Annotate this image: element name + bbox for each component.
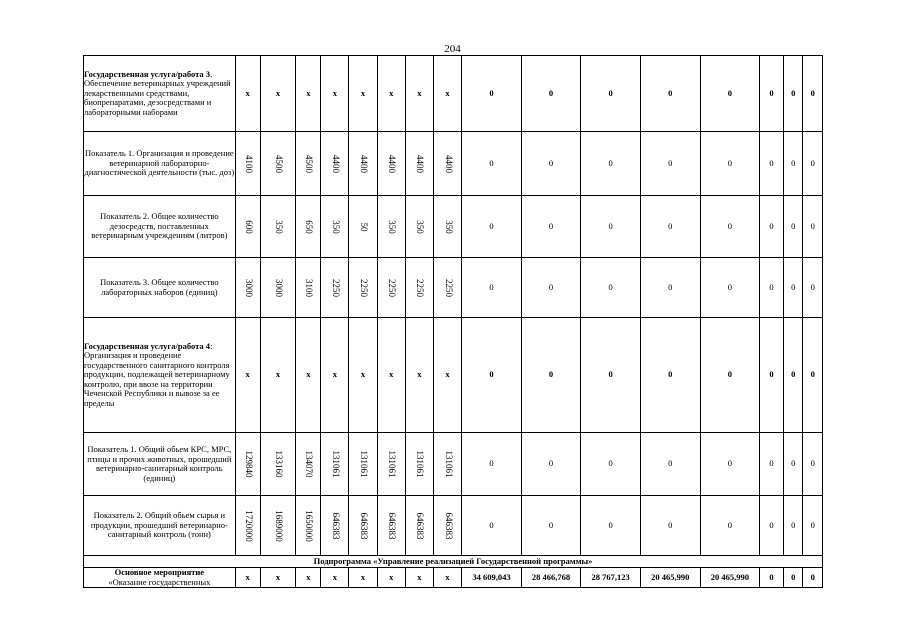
finance-value-cell: 0 [640, 258, 700, 318]
indicator-value-cell [405, 433, 433, 496]
indicator-value-cell [321, 433, 349, 496]
service-row [84, 318, 823, 433]
row-title-rest: «Оказание государственных [108, 576, 211, 587]
indicator-value-cell [349, 496, 377, 556]
indicator-value-cell [321, 196, 349, 258]
indicator-value-cell: x [349, 318, 377, 433]
indicator-value-cell [405, 132, 433, 196]
finance-value-cell: 0 [803, 258, 823, 318]
finance-value-cell: 0 [581, 56, 641, 132]
indicator-value-cell [405, 196, 433, 258]
finance-value-cell: 0 [760, 433, 784, 496]
indicator-row [84, 496, 823, 556]
indicator-value-cell [377, 196, 405, 258]
indicator-value-cell [296, 132, 321, 196]
indicator-value: 4100 [243, 154, 254, 173]
indicator-value: 350 [415, 219, 426, 234]
row-title-rest: : Организация и проведение государственного санитарного контроля продукции, подлежащей ветеринарному контролю, при ввозе на территории Чеченской Республики и вывозе за ее пределы [84, 340, 230, 408]
finance-value-cell: 0 [462, 433, 522, 496]
indicator-row [84, 132, 823, 196]
finance-value-cell: 0 [521, 258, 581, 318]
indicator-value-cell: x [433, 568, 461, 588]
finance-value-cell: 0 [640, 496, 700, 556]
indicator-value: 4500 [273, 154, 284, 173]
finance-value-cell: 0 [462, 258, 522, 318]
indicator-value: 4400 [386, 154, 397, 173]
finance-value-cell: 0 [803, 433, 823, 496]
finance-value-cell: 0 [803, 496, 823, 556]
indicator-value: 350 [273, 219, 284, 234]
finance-value-cell: 0 [760, 258, 784, 318]
subprogram-title: Подпрограмма «Управление реализацией Государственной программы» [84, 556, 823, 568]
finance-value-cell: 0 [700, 258, 760, 318]
indicator-row [84, 258, 823, 318]
indicator-value-cell [433, 433, 461, 496]
indicator-value-cell [349, 132, 377, 196]
indicator-value-cell [433, 132, 461, 196]
indicator-value: 646383 [415, 512, 426, 539]
indicator-value: 3000 [273, 278, 284, 297]
indicator-value-cell [321, 132, 349, 196]
row-title: Показатель 2. Общий обьем сырья и продукции, прошедший ветеринарно-санитарный контроль (тонн) [84, 496, 236, 556]
indicator-value-cell [235, 132, 260, 196]
indicator-value-cell: x [235, 318, 260, 433]
indicator-value-cell [235, 433, 260, 496]
indicator-value-cell [377, 496, 405, 556]
finance-value-cell: 20 465,990 [700, 568, 760, 588]
program-table [83, 55, 823, 588]
indicator-value-cell: x [321, 318, 349, 433]
indicator-value: 2250 [358, 278, 369, 297]
indicator-value: 650 [304, 219, 315, 234]
indicator-value: 50 [358, 222, 369, 231]
indicator-value: 4400 [415, 154, 426, 173]
indicator-value-cell [433, 196, 461, 258]
finance-value-cell: 0 [581, 132, 641, 196]
row-title: Показатель 3. Общее количество лабораторных наборов (единиц) [84, 258, 236, 318]
indicator-value-cell: x [349, 56, 377, 132]
indicator-value-cell [349, 433, 377, 496]
row-title: Показатель 2. Общее количество дезосредств, поставленных ветеринарным учреждениям (литров) [84, 196, 236, 258]
finance-value-cell: 0 [760, 56, 784, 132]
indicator-value-cell: x [405, 318, 433, 433]
row-title [84, 56, 236, 132]
indicator-value: 350 [386, 219, 397, 234]
indicator-value-cell [260, 433, 296, 496]
indicator-value: 129840 [243, 450, 254, 478]
finance-value-cell: 0 [760, 568, 784, 588]
indicator-value: 600 [243, 219, 254, 234]
finance-value-cell: 0 [700, 196, 760, 258]
finance-value-cell: 34 609,043 [462, 568, 522, 588]
finance-value-cell: 0 [521, 196, 581, 258]
indicator-value-cell: x [405, 56, 433, 132]
indicator-value-cell [260, 132, 296, 196]
indicator-value-cell: x [405, 568, 433, 588]
indicator-value-cell [296, 258, 321, 318]
indicator-value: 131061 [358, 450, 369, 478]
indicator-value-cell: x [433, 318, 461, 433]
finance-value-cell: 0 [700, 318, 760, 433]
indicator-value-cell [405, 496, 433, 556]
indicator-value-cell: x [260, 318, 296, 433]
finance-value-cell: 0 [581, 318, 641, 433]
row-title [84, 318, 236, 433]
indicator-value-cell [377, 258, 405, 318]
finance-value-cell: 0 [581, 433, 641, 496]
page-number: 204 [444, 43, 461, 55]
indicator-value: 3000 [243, 278, 254, 297]
indicator-value-cell [405, 258, 433, 318]
indicator-value-cell [349, 258, 377, 318]
finance-value-cell: 0 [783, 568, 803, 588]
finance-value-cell: 0 [803, 568, 823, 588]
finance-value-cell: 0 [462, 196, 522, 258]
indicator-value-cell: x [377, 56, 405, 132]
row-title-bold: Государственная услуга/работа 4 [84, 340, 211, 351]
finance-value-cell: 0 [700, 433, 760, 496]
indicator-value: 2250 [330, 278, 341, 297]
indicator-value: 131061 [386, 450, 397, 478]
indicator-value-cell [377, 132, 405, 196]
finance-value-cell: 0 [783, 318, 803, 433]
indicator-value: 131061 [330, 450, 341, 478]
indicator-value-cell: x [296, 568, 321, 588]
indicator-value: 350 [443, 219, 454, 234]
indicator-row [84, 433, 823, 496]
finance-value-cell: 28 767,123 [581, 568, 641, 588]
indicator-value: 1689000 [273, 509, 284, 542]
indicator-value: 4400 [330, 154, 341, 173]
finance-value-cell: 0 [640, 318, 700, 433]
finance-value-cell: 0 [783, 433, 803, 496]
subprogram-row [84, 556, 823, 568]
indicator-value: 2250 [443, 278, 454, 297]
finance-value-cell: 0 [521, 56, 581, 132]
indicator-value-cell [260, 496, 296, 556]
indicator-value: 131061 [415, 450, 426, 478]
finance-value-cell: 0 [462, 318, 522, 433]
indicator-value: 4500 [304, 154, 315, 173]
indicator-value-cell [321, 258, 349, 318]
indicator-value-cell [349, 196, 377, 258]
finance-value-cell: 0 [700, 56, 760, 132]
finance-value-cell: 0 [783, 496, 803, 556]
indicator-value: 646383 [358, 512, 369, 539]
finance-value-cell: 0 [760, 132, 784, 196]
indicator-value: 1650000 [304, 509, 315, 542]
finance-value-cell: 28 466,768 [521, 568, 581, 588]
finance-value-cell: 0 [581, 496, 641, 556]
indicator-value-cell [433, 496, 461, 556]
finance-value-cell: 20 465,990 [640, 568, 700, 588]
indicator-value-cell [235, 496, 260, 556]
row-title-rest: . Обеспечение ветеринарных учреждений лекарственными средствами, биопрепаратами, дезосредствами и лабораторными наборами [84, 68, 231, 117]
finance-value-cell: 0 [803, 132, 823, 196]
finance-value-cell: 0 [521, 132, 581, 196]
finance-value-cell: 0 [462, 56, 522, 132]
finance-value-cell: 0 [783, 258, 803, 318]
indicator-value-cell [296, 496, 321, 556]
row-title: Показатель 1. Организация и проведение ветеринарной лабораторно-диагностической деятельности (тыс. доз) [84, 132, 236, 196]
row-title [84, 568, 236, 588]
indicator-value-cell [260, 196, 296, 258]
indicator-value-cell [433, 258, 461, 318]
indicator-value: 134070 [304, 450, 315, 478]
finance-value-cell: 0 [462, 496, 522, 556]
indicator-value-cell [260, 258, 296, 318]
indicator-value: 4400 [443, 154, 454, 173]
finance-value-cell: 0 [700, 132, 760, 196]
indicator-value: 3100 [304, 278, 315, 297]
finance-value-cell: 0 [640, 56, 700, 132]
finance-value-cell: 0 [803, 318, 823, 433]
service-row [84, 56, 823, 132]
indicator-value: 131061 [443, 450, 454, 478]
indicator-value: 2250 [415, 278, 426, 297]
indicator-value-cell [296, 196, 321, 258]
finance-value-cell: 0 [640, 196, 700, 258]
finance-value-cell: 0 [581, 196, 641, 258]
row-title-bold: Государственная услуга/работа 3 [84, 68, 211, 79]
indicator-value: 350 [330, 219, 341, 234]
finance-value-cell: 0 [760, 196, 784, 258]
indicator-value-cell: x [296, 56, 321, 132]
indicator-value-cell: x [377, 568, 405, 588]
indicator-value: 2250 [386, 278, 397, 297]
finance-value-cell: 0 [760, 496, 784, 556]
finance-value-cell: 0 [521, 433, 581, 496]
finance-value-cell: 0 [640, 433, 700, 496]
indicator-value-cell: x [235, 56, 260, 132]
finance-value-cell: 0 [462, 132, 522, 196]
indicator-value: 133160 [273, 450, 284, 478]
row-title-bold: Основное мероприятие [114, 567, 205, 577]
indicator-value-cell: x [321, 56, 349, 132]
indicator-value: 1720000 [243, 509, 254, 542]
indicator-value-cell [235, 196, 260, 258]
indicator-value-cell [235, 258, 260, 318]
indicator-value-cell [296, 433, 321, 496]
indicator-value: 646383 [443, 512, 454, 539]
finance-value-cell: 0 [521, 318, 581, 433]
indicator-value-cell: x [296, 318, 321, 433]
finance-value-cell: 0 [803, 196, 823, 258]
indicator-value-cell: x [321, 568, 349, 588]
finance-value-cell: 0 [700, 496, 760, 556]
finance-value-cell: 0 [803, 56, 823, 132]
indicator-value-cell [321, 496, 349, 556]
indicator-value: 646383 [330, 512, 341, 539]
finance-value-cell: 0 [521, 496, 581, 556]
finance-value-cell: 0 [581, 258, 641, 318]
row-title: Показатель 1. Общий обьем КРС, МРС, птицы и прочих животных, прошедший ветеринарно-санитарный контроль (единиц) [84, 433, 236, 496]
indicator-value-cell: x [260, 56, 296, 132]
finance-value-cell: 0 [783, 56, 803, 132]
indicator-value-cell [377, 433, 405, 496]
indicator-value: 4400 [358, 154, 369, 173]
finance-value-cell: 0 [640, 132, 700, 196]
indicator-value-cell: x [433, 56, 461, 132]
indicator-value-cell: x [377, 318, 405, 433]
indicator-value-cell: x [349, 568, 377, 588]
finance-value-cell: 0 [760, 318, 784, 433]
indicator-value-cell: x [235, 568, 260, 588]
indicator-value: 646383 [386, 512, 397, 539]
indicator-row [84, 196, 823, 258]
finance-value-cell: 0 [783, 196, 803, 258]
indicator-value-cell: x [260, 568, 296, 588]
table-body [84, 56, 823, 588]
finance-value-cell: 0 [783, 132, 803, 196]
main-activity-row [84, 568, 823, 588]
